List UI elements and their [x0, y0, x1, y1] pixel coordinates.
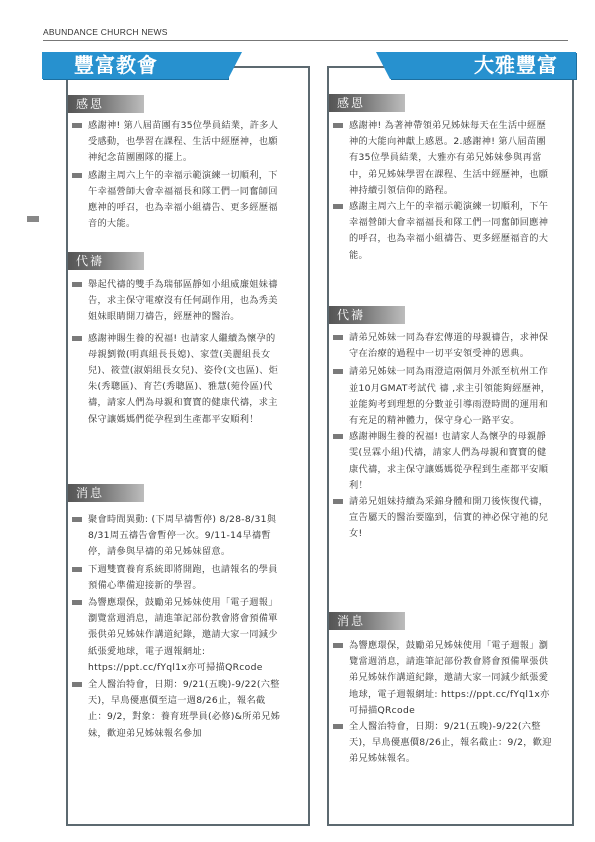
right-news-section: [329, 612, 568, 768]
list-item: 全人醫治特會，日期：9/21(五晚)-9/22(六整天)，早鳥優惠價8/26止，報名截止：9/2，歡迎弟兄姊妹報名。: [329, 719, 555, 768]
section-heading: 感恩: [68, 95, 144, 113]
right-prayer-section: [329, 306, 568, 543]
header-rule: [43, 40, 568, 41]
list-item: 請弟兄姐妹持續為采錦身體和開刀後恢復代禱，宣告屬天的醫治要臨到，信實的神必保守祂的兒女!: [329, 494, 555, 543]
list-item: 為響應環保，鼓勵弟兄姊妹使用「電子週報」瀏覽當週消息，請進筆記部份教會將會預備單張供弟兄姊妹作講道紀錄，邀請大家一同減少紙張愛地球，電子週報網址: https://ppt.cc/fYql1x亦可掃描QRcode: [329, 638, 555, 719]
list-item: 請弟兄姊妹一同為春宏傳道的母親禱告，求神保守在治療的過程中一切平安領受神的恩典。: [329, 330, 555, 362]
list-item: 感謝神! 為著神帶領弟兄姊妹每天在生活中經歷神的大能向神獻上感恩。2.感謝神! 第八屆苗團有35位學員結業，大雅亦有弟兄姊妹參與再當中，弟兄姊妹學習在課程、生活中經歷神，也願神持續引領信仰的路程。: [329, 118, 555, 199]
left-news-section: [68, 484, 304, 742]
right-column-title: 大雅豐富: [390, 52, 576, 79]
list-item: 下週雙寶養育系統即將開跑，也請報名的學員預備心準備迎接新的學習。: [68, 562, 282, 594]
section-heading: 消息: [68, 484, 144, 502]
side-marker: [27, 216, 39, 222]
list-item: 全人醫治特會，日期：9/21(五晚)-9/22(六整天)，早鳥優惠價至這一週8/26止，報名截止：9/2，對象：養育班學員(必修)&所弟兄姊妹，歡迎弟兄姊妹報名參加: [68, 677, 282, 742]
list-item: 感謝神! 第八屆苗團有35位學員結業，許多人受感動，也學習在課程、生活中經歷神，也願神紀念苗團團隊的擺上。: [68, 118, 282, 167]
newsletter-name: ABUNDANCE CHURCH NEWS: [43, 27, 168, 37]
right-thanks-section: [329, 94, 568, 264]
list-item: 感謝主周六上午的幸福示範演練一切順利，下午幸福營師大會幸福福長和隊工們一同奮師回應神的呼召，也為幸福小組禱告、更多經歷福音的大能。: [329, 199, 555, 264]
list-item: 舉起代禱的雙手為瑞郁區靜如小組威廉姐妹禱告，求主保守電療沒有任何副作用，也為秀美姐妹眼睛開刀禱告，經歷神的醫治。: [68, 277, 282, 326]
list-item: 感謝主周六上午的幸福示範演練一切順利，下午幸福營師大會幸福福長和隊工們一同奮師回應神的呼召，也為幸福小組禱告、更多經歷福音的大能。: [68, 168, 282, 233]
section-heading: 消息: [329, 612, 405, 630]
list-item: 聚會時間異動: (下周早禱暫停) 8/28-8/31與8/31周五禱告會暫停一次。9/11-14早禱暫停，請參與早禱的弟兄姊妹留意。: [68, 512, 282, 561]
section-heading: 代禱: [329, 306, 405, 324]
list-item: 請弟兄姊妹一同為雨澄這兩個月外派至杭州工作並10月GMAT考試代 禱 ,求主引領能夠經歷神，並能夠考到理想的分數並引導雨澄時間的運用和有充足的精神體力，保守身心一路平安。: [329, 364, 555, 429]
left-prayer-section: [68, 252, 304, 428]
section-heading: 代禱: [68, 252, 144, 270]
list-item: 感謝神賜生養的祝福! 也請家人繼續為懷孕的母親劉微(明真組長長媳)、家萱(美麗組長女兒)、筱萱(淑娟組長女兒)、姿伶(文也區)、炬朱(秀聰區)、育芒(秀聰區)、雅慧(菀伶區)代禱，請家人們為母親和寶寶的健康代禱，求主保守讓媽媽們從孕程到生產都平安順利！: [68, 331, 282, 428]
left-thanks-section: [68, 95, 304, 232]
section-heading: 感恩: [329, 94, 405, 112]
left-column-title: 豐富教會: [42, 52, 228, 79]
list-item: 為響應環保，鼓勵弟兄姊妹使用「電子週報」瀏覽當週消息，請進筆記部份教會將會預備單張供弟兄姊妹作講道紀錄，邀請大家一同減少紙張愛地球，電子週報網址: https://ppt.cc/fYql1x亦可掃描QRcode: [68, 595, 282, 676]
list-item: 感謝神賜生養的祝福! 也請家人為懷孕的母親靜雯(昱霖小組)代禱，請家人們為母親和寶寶的健康代禱，求主保守讓媽媽從孕程到生產都平安順利！: [329, 429, 555, 494]
